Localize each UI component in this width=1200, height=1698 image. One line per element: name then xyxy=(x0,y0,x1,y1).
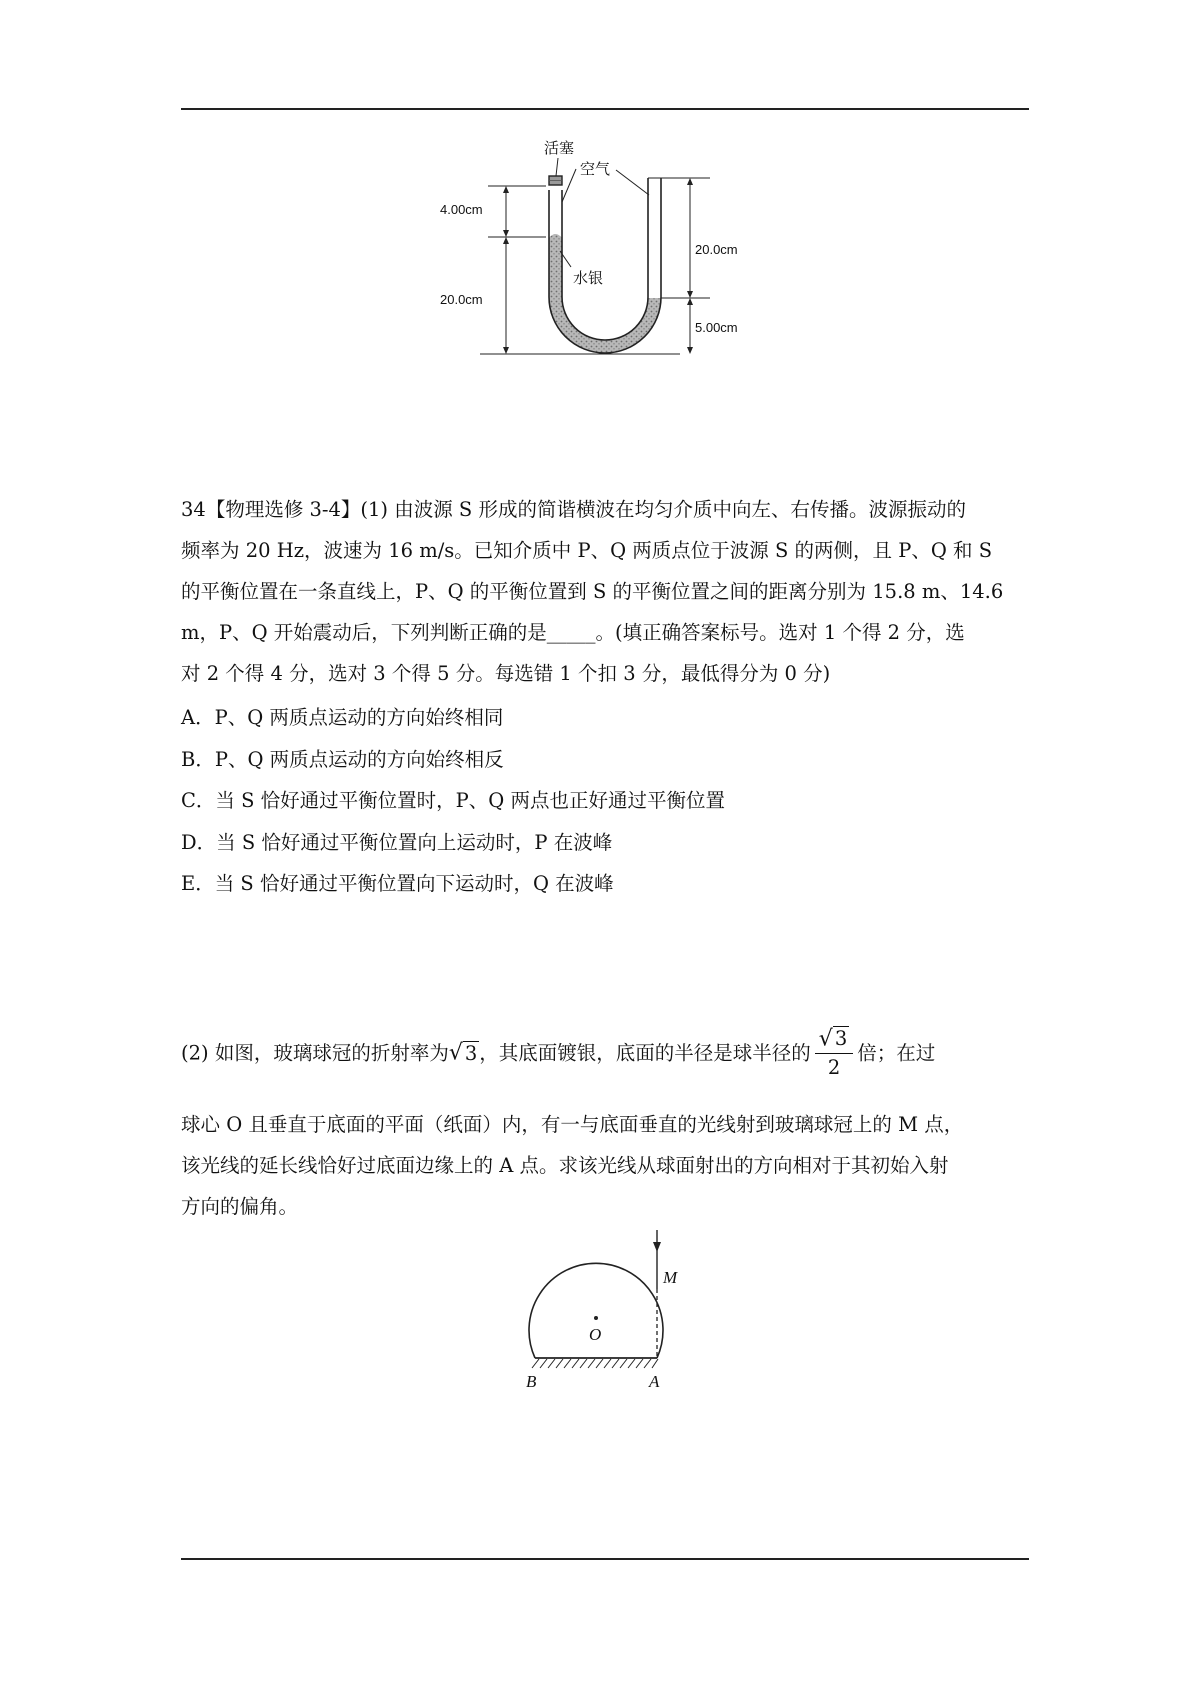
spherical-cap-figure xyxy=(510,1225,710,1395)
u-tube-figure xyxy=(440,140,770,380)
sqrt-expression: √ 3 xyxy=(448,1040,478,1066)
option-d: D．当 S 恰好通过平衡位置向上运动时，P 在波峰 xyxy=(181,830,613,854)
option-c: C．当 S 恰好通过平衡位置时，P、Q 两点也正好通过平衡位置 xyxy=(181,789,725,812)
dim-right-bottom: 5.00cm xyxy=(695,320,738,335)
question-34-part1 xyxy=(181,489,1031,694)
fraction-expression: $\frac{√ 3}{2}$ xyxy=(815,1027,853,1081)
option-a: A．P、Q 两质点运动的方向始终相同 xyxy=(181,706,504,729)
header-rule xyxy=(181,108,1029,110)
label-m: M xyxy=(663,1268,678,1287)
label-a: A xyxy=(649,1372,660,1391)
air-label: 空气 xyxy=(580,161,611,178)
mercury-label: 水银 xyxy=(573,270,604,287)
q2-text-c: 倍；在过 xyxy=(857,1041,936,1065)
q34-line: 频率为 20 Hz，波速为 16 m/s。已知介质中 P、Q 两质点位于波源 S 的两侧，且 P、Q 和 S xyxy=(181,539,993,562)
q2-text-a: (2) 如图，玻璃球冠的折射率为 xyxy=(181,1041,449,1065)
dim-right-top: 20.0cm xyxy=(695,242,738,257)
hatch-marks xyxy=(532,1359,658,1368)
q2-line: 该光线的延长线恰好过底面边缘上的 A 点。求该光线从球面射出的方向相对于其初始入射 xyxy=(181,1154,949,1177)
q34-line: 34【物理选修 3-4】(1) 由波源 S 形成的简谐横波在均匀介质中向左、右传播。波源振动的 xyxy=(181,498,966,521)
q34-line: 的平衡位置在一条直线上，P、Q 的平衡位置到 S 的平衡位置之间的距离分别为 15.8 m、14.6 xyxy=(181,580,1004,603)
answer-options xyxy=(181,697,1031,905)
piston-label: 活塞 xyxy=(544,140,575,157)
dim-left-top: 4.00cm xyxy=(440,202,483,217)
dim-left-bottom: 20.0cm xyxy=(440,292,483,307)
q2-remaining-lines xyxy=(181,1104,1031,1227)
mercury-column xyxy=(549,234,661,353)
q34-line: m，P、Q 开始震动后，下列判断正确的是_____。(填正确答案标号。选对 1 个得 2 分，选 xyxy=(181,621,965,644)
q2-first-line xyxy=(181,1023,935,1083)
label-o: O xyxy=(589,1325,602,1344)
q2-line: 方向的偏角。 xyxy=(181,1195,299,1218)
option-e: E．当 S 恰好通过平衡位置向下运动时，Q 在波峰 xyxy=(181,872,614,895)
q34-line: 对 2 个得 4 分，选对 3 个得 5 分。每选错 1 个扣 3 分，最低得分为 0 分) xyxy=(181,662,831,685)
q2-line: 球心 O 且垂直于底面的平面（纸面）内，有一与底面垂直的光线射到玻璃球冠上的 M 点， xyxy=(181,1113,964,1136)
center-point xyxy=(594,1316,598,1320)
label-b: B xyxy=(526,1372,537,1391)
u-tube-inner-wall xyxy=(562,178,648,340)
option-b: B．P、Q 两质点运动的方向始终相反 xyxy=(181,747,504,771)
q2-text-b: ，其底面镀银，底面的半径是球半径的 xyxy=(479,1041,811,1065)
footer-rule xyxy=(181,1558,1029,1560)
ray-arrow xyxy=(653,1242,661,1252)
